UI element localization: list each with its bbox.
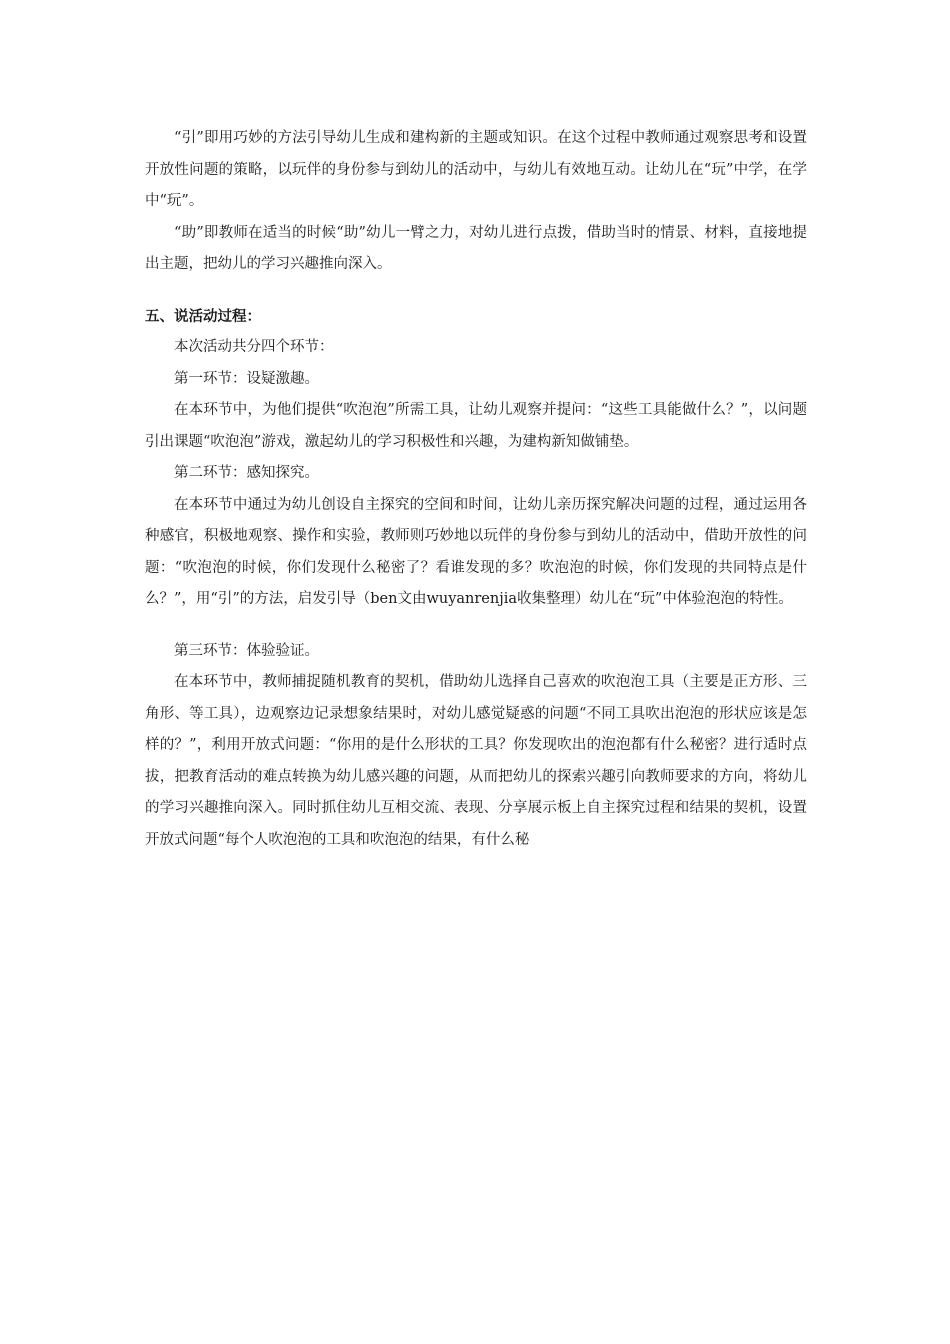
step-one-title: 第一环节：设疑激趣。 — [174, 370, 319, 387]
paragraph-step-one: 在本环节中，为他们提供“吹泡泡”所需工具，让幼儿观察并提问：“这些工具能做什么？”，以问题引出课题“吹泡泡”游戏，激起幼儿的学习积极性和兴趣，为建构新知做铺垫。 — [145, 402, 807, 450]
section-heading: 五、说活动过程： — [145, 307, 261, 325]
paragraph-zhu: “助”即教师在适当的时候“助”幼儿一臂之力，对幼儿进行点拨，借助当时的情景、材料，直接地提出主题，把幼儿的学习兴趣推向深入。 — [145, 224, 807, 272]
paragraph-yin: “引”即用巧妙的方法引导幼儿生成和建构新的主题或知识。在这个过程中教师通过观察思考和设置开放性问题的策略，以玩伴的身份参与到幼儿的活动中，与幼儿有效地互动。让幼儿在“玩”中学，在学中“玩”。 — [145, 130, 807, 209]
paragraph-step-three: 在本环节中，教师捕捉随机教育的契机，借助幼儿选择自己喜欢的吹泡泡工具（主要是正方形、三角形、等工具），边观察边记录想象结果时，对幼儿感觉疑惑的问题“不同工具吹出泡泡的形状应该是怎样的？”，利用开放式问题：“你用的是什么形状的工具？你发现吹出的泡泡都有什么秘密？进行适时点拔，把教育活动的难点转换为幼儿感兴趣的问题，从而把幼儿的探索兴趣引向教师要求的方向，将幼儿的学习兴趣推向深入。同时抓住幼儿互相交流、表现、分享展示板上自主探究过程和结果的契机，设置开放式问题“每个人吹泡泡的工具和吹泡泡的结果，有什么秘 — [145, 674, 807, 848]
step-two-title: 第二环节：感知探究。 — [174, 465, 319, 481]
step-three-title: 第三环节：体验验证。 — [174, 642, 319, 659]
document-body — [145, 123, 807, 856]
paragraph-overview: 本次活动共分四个环节： — [174, 339, 334, 355]
paragraph-step-two: 在本环节中通过为幼儿创设自主探究的空间和时间，让幼儿亲历探究解决问题的过程，通过运用各种感官，积极地观察、操作和实验，教师则巧妙地以玩伴的身份参与到幼儿的活动中，借助开放性的问题：“吹泡泡的时候，你们发现什么秘密了？看谁发现的多？吹泡泡的时候，你们发现的共同特点是什么？”，用“引”的方法，启发引导（ben文由wuyanrenjia收集整理）幼儿在“玩”中体验泡泡的特性。 — [145, 496, 807, 607]
